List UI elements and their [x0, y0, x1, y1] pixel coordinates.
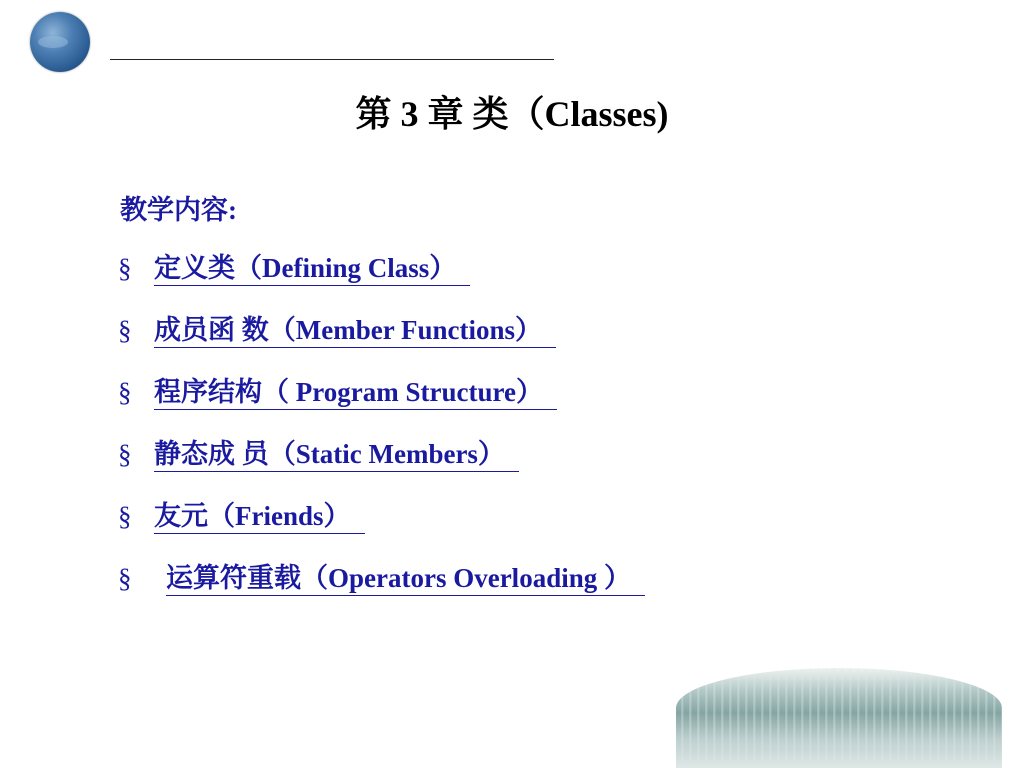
forest-decoration-image [676, 668, 1002, 768]
header-divider [110, 59, 554, 60]
topic-link-defining-class[interactable]: 定义类（Defining Class） [154, 253, 470, 286]
topic-link-program-structure[interactable]: 程序结构（ Program Structure） [154, 377, 557, 410]
globe-logo-icon [30, 12, 90, 72]
slide-title: 第 3 章 类（Classes) [355, 94, 669, 134]
section-label: 教学内容: [120, 195, 237, 225]
list-item [118, 494, 645, 556]
topic-link-member-functions[interactable]: 成员函 数（Member Functions） [154, 315, 556, 348]
topic-link-static-members[interactable]: 静态成 员（Static Members） [154, 439, 519, 472]
bullet-symbol: § [118, 439, 132, 469]
bullet-symbol: § [118, 377, 132, 407]
topic-list [118, 246, 645, 618]
bullet-symbol: § [118, 315, 132, 345]
bullet-symbol: § [118, 501, 132, 531]
list-item [118, 432, 645, 494]
list-item [118, 246, 645, 308]
topic-link-friends[interactable]: 友元（Friends） [154, 501, 365, 534]
list-item [118, 556, 645, 618]
bullet-symbol: § [118, 563, 132, 593]
list-item [118, 370, 645, 432]
bullet-symbol: § [118, 253, 132, 283]
topic-link-operators-overloading[interactable]: 运算符重载（Operators Overloading ） [166, 563, 645, 596]
list-item [118, 308, 645, 370]
